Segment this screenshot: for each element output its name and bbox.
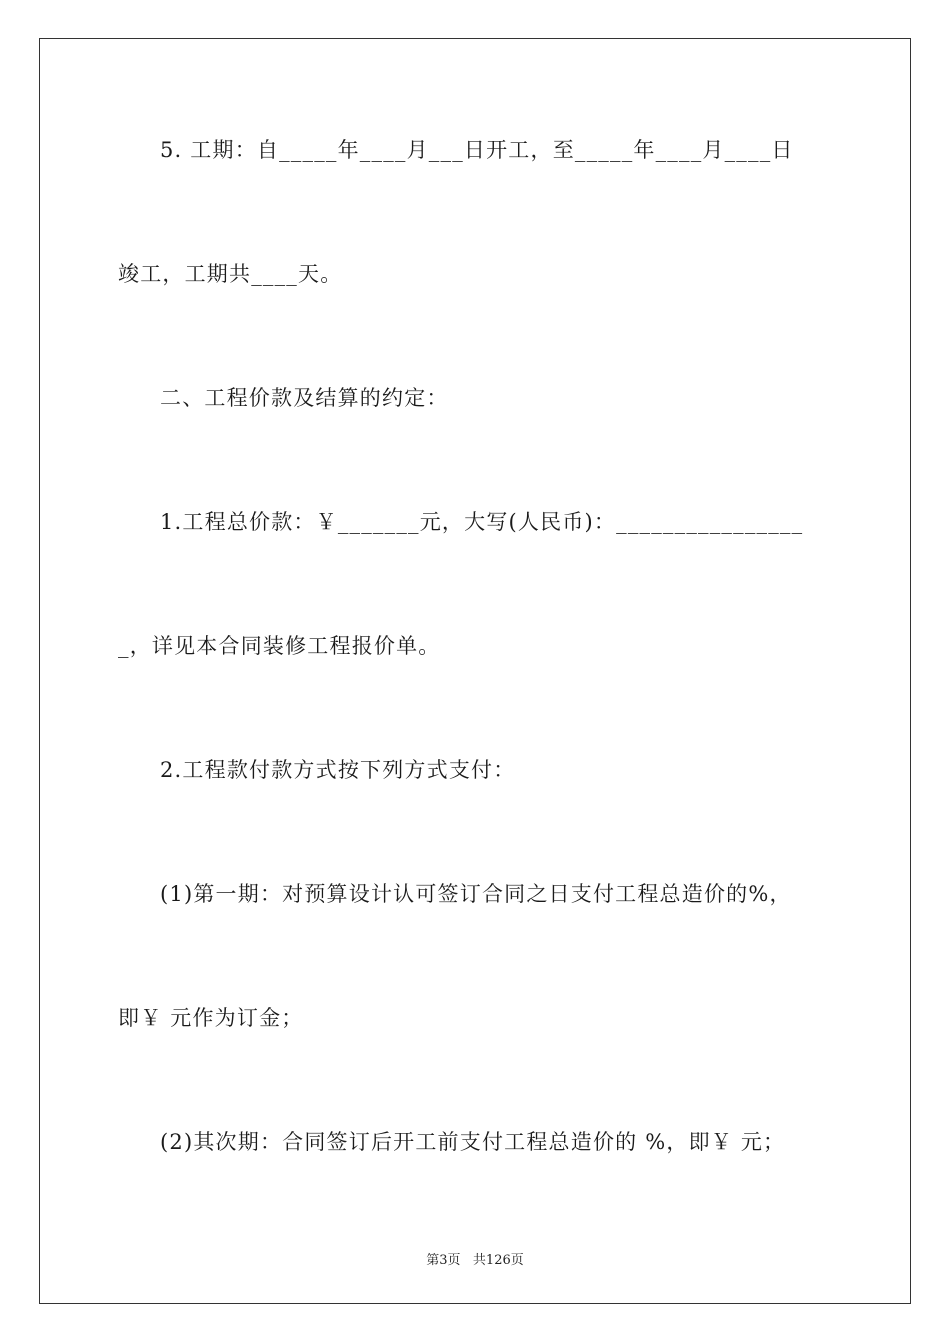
paragraph-first-payment-continued: 即￥ 元作为订金；	[118, 1006, 304, 1030]
paragraph-schedule-continued: 竣工，工期共____天。	[118, 262, 343, 286]
paragraph-total-price: 1.工程总价款：￥_______元，大写(人民币)：________________	[160, 510, 804, 534]
page-border	[39, 38, 911, 1304]
paragraph-payment-method: 2.工程款付款方式按下列方式支付：	[160, 758, 516, 782]
page-footer: 第3页 共126页	[426, 1253, 524, 1268]
paragraph-total-price-continued: _，详见本合同装修工程报价单。	[118, 634, 441, 658]
paragraph-schedule: 5. 工期：自_____年____月___日开工，至_____年____月____日	[160, 138, 794, 162]
paragraph-first-payment: (1)第一期：对预算设计认可签订合同之日支付工程总造价的%，	[160, 882, 792, 906]
section-heading-price-settlement: 二、工程价款及结算的约定：	[160, 386, 449, 410]
paragraph-second-payment: (2)其次期：合同签订后开工前支付工程总造价的 %，即￥ 元；	[160, 1130, 786, 1154]
